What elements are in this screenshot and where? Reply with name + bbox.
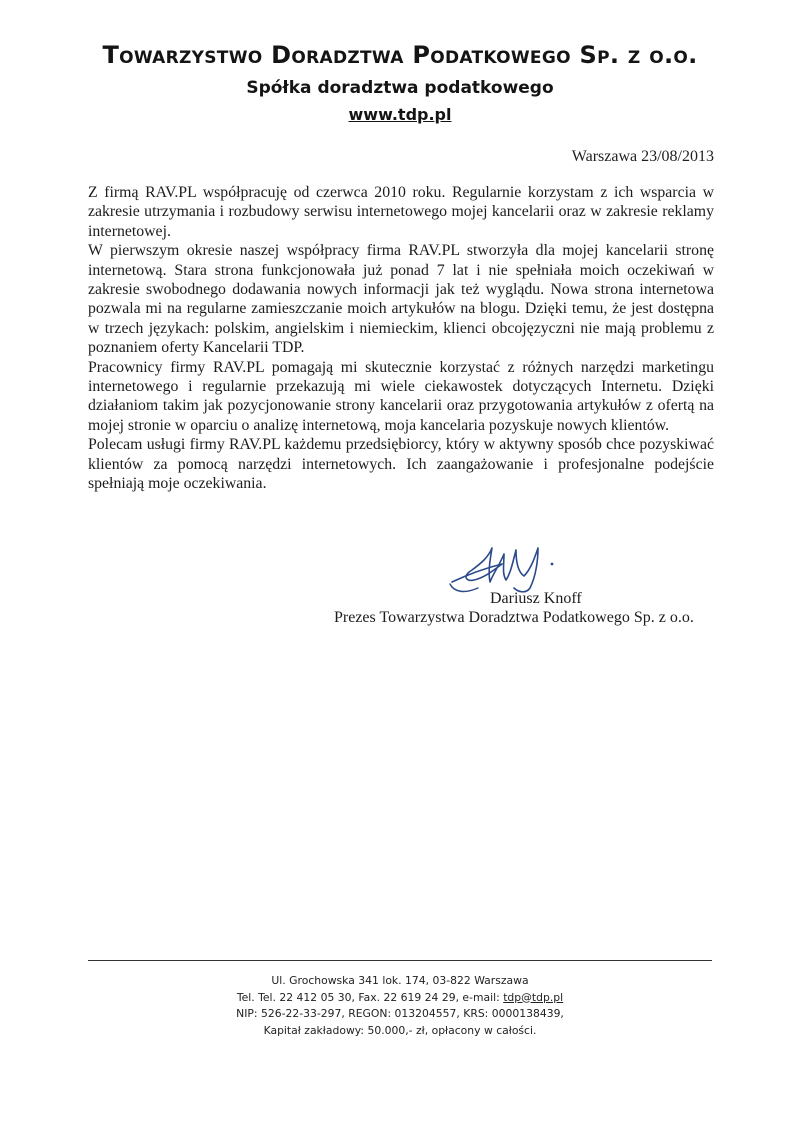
footer-phone-fax: Tel. Tel. 22 412 05 30, Fax. 22 619 24 29, e-mail: (236, 990, 504, 1004)
footer-divider (88, 960, 712, 961)
letter-body (88, 183, 714, 494)
footer (0, 973, 800, 1039)
paragraph: Pracownicy firmy RAV.PL pomagają mi skutecznie korzystać z różnych narzędzi marketingu internetowego i regularnie przekazują mi wiele ciekawostek dotyczących Internetu. Dzięki działaniom takim jak pozycjonowanie strony kancelarii oraz przygotowania artykułów z ofertą na mojej stronie w oparciu o analizę internetową, moja kancelaria pozyskuje nowych klientów. (88, 358, 714, 434)
signer-name: Dariusz Knoff (490, 590, 582, 607)
footer-address: Ul. Grochowska 341 lok. 174, 03-822 Warszawa (271, 974, 529, 987)
company-subtitle: Spółka doradztwa podatkowego (246, 78, 554, 98)
handwritten-signature (444, 536, 564, 596)
letterhead (0, 40, 800, 126)
footer-capital: Kapitał zakładowy: 50.000,- zł, opłacony w całości. (263, 1023, 537, 1037)
company-name: Towarzystwo Doradztwa Podatkowego Sp. z o.o. (102, 41, 698, 69)
footer-contact (0, 990, 800, 1007)
paragraph: Z firmą RAV.PL współpracuję od czerwca 2010 roku. Regularnie korzystam z ich wsparcia w zakresie utrzymania i rozbudowy serwisu internetowego mojej kancelarii oraz w zakresie reklamy internetowej. (88, 184, 714, 240)
footer-registry: NIP: 526-22-33-297, REGON: 013204557, KRS: 0000138439, (236, 1007, 564, 1020)
paragraph: W pierwszym okresie naszej współpracy firma RAV.PL stworzyła dla mojej kancelarii stronę internetową. Stara strona funkcjonowała już ponad 7 lat i nie spełniała moich oczekiwań w zakresie swobodnego dodawania nowych informacji jak też wyglądu. Nowa strona internetowa pozwala mi na regularne zamieszczanie moich artykułów na blogu. Dzięki temu, że jest dostępna w trzech językach: polskim, angielskim i niemieckim, klienci obcojęzyczni nie mają problemu z poznaniem oferty Kancelarii TDP. (88, 242, 714, 357)
letter-date: Warszawa 23/08/2013 (571, 148, 714, 165)
company-website-link[interactable]: www.tdp.pl (348, 105, 452, 124)
paragraph: Polecam usługi firmy RAV.PL każdemu przedsiębiorcy, który w aktywny sposób chce pozyskiwać klientów za pomocą narzędzi internetowych. Ich zaangażowanie i profesjonalne podejście spełniają moje oczekiwania. (88, 436, 714, 493)
footer-email-link[interactable]: tdp@tdp.pl (503, 990, 564, 1004)
signer-title: Prezes Towarzystwa Doradztwa Podatkowego Sp. z o.o. (334, 609, 694, 626)
